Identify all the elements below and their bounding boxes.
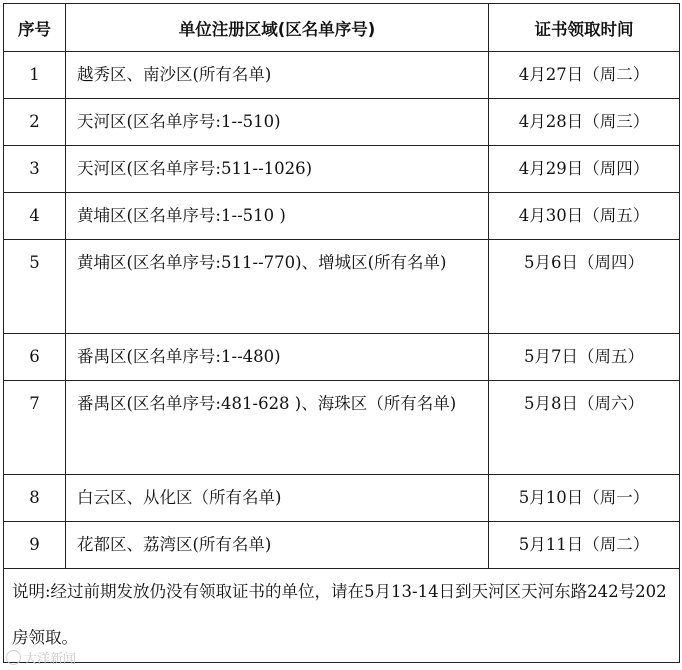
table-row	[4, 193, 680, 240]
watermark-text: 大洋新闻	[24, 652, 77, 667]
watermark	[6, 648, 76, 667]
row-index: 4	[4, 193, 66, 240]
row-time: 5月8日（周六）	[489, 381, 680, 475]
table-row	[4, 99, 680, 146]
row-time: 5月10日（周一）	[489, 475, 680, 522]
row-area: 番禺区(区名单序号:1--480)	[66, 334, 489, 381]
row-index: 1	[4, 52, 66, 99]
row-index: 7	[4, 381, 66, 475]
table-row	[4, 475, 680, 522]
row-area: 花都区、荔湾区(所有名单)	[66, 522, 489, 569]
row-area: 黄埔区(区名单序号:511--770)、增城区(所有名单)	[66, 240, 489, 334]
certificate-schedule-table	[3, 3, 680, 663]
row-area: 天河区(区名单序号:1--510)	[66, 99, 489, 146]
header-area: 单位注册区域(区名单序号)	[66, 4, 489, 52]
header-time: 证书领取时间	[489, 4, 680, 52]
row-time: 5月6日（周四）	[489, 240, 680, 334]
row-index: 8	[4, 475, 66, 522]
row-index: 2	[4, 99, 66, 146]
row-time: 4月29日（周四）	[489, 146, 680, 193]
row-time: 4月27日（周二）	[489, 52, 680, 99]
row-area: 番禺区(区名单序号:481-628 )、海珠区（所有名单)	[66, 381, 489, 475]
row-index: 9	[4, 522, 66, 569]
watermark-logo-icon	[6, 650, 21, 665]
row-time: 5月11日（周二）	[489, 522, 680, 569]
table-row	[4, 240, 680, 334]
table-row	[4, 334, 680, 381]
row-index: 6	[4, 334, 66, 381]
table-row	[4, 52, 680, 99]
row-area: 白云区、从化区（所有名单)	[66, 475, 489, 522]
row-index: 5	[4, 240, 66, 334]
row-area: 天河区(区名单序号:511--1026)	[66, 146, 489, 193]
header-index: 序号	[4, 4, 66, 52]
table-row	[4, 381, 680, 475]
row-area: 越秀区、南沙区(所有名单)	[66, 52, 489, 99]
note-row	[4, 569, 680, 663]
row-time: 4月30日（周五）	[489, 193, 680, 240]
row-time: 5月7日（周五）	[489, 334, 680, 381]
table-row	[4, 146, 680, 193]
note-text: 说明:经过前期发放仍没有领取证书的单位，请在5月13-14日到天河区天河东路242号202房领取。	[4, 569, 680, 663]
table-row	[4, 522, 680, 569]
row-index: 3	[4, 146, 66, 193]
row-time: 4月28日（周三）	[489, 99, 680, 146]
row-area: 黄埔区(区名单序号:1--510 )	[66, 193, 489, 240]
table-header-row	[4, 4, 680, 52]
